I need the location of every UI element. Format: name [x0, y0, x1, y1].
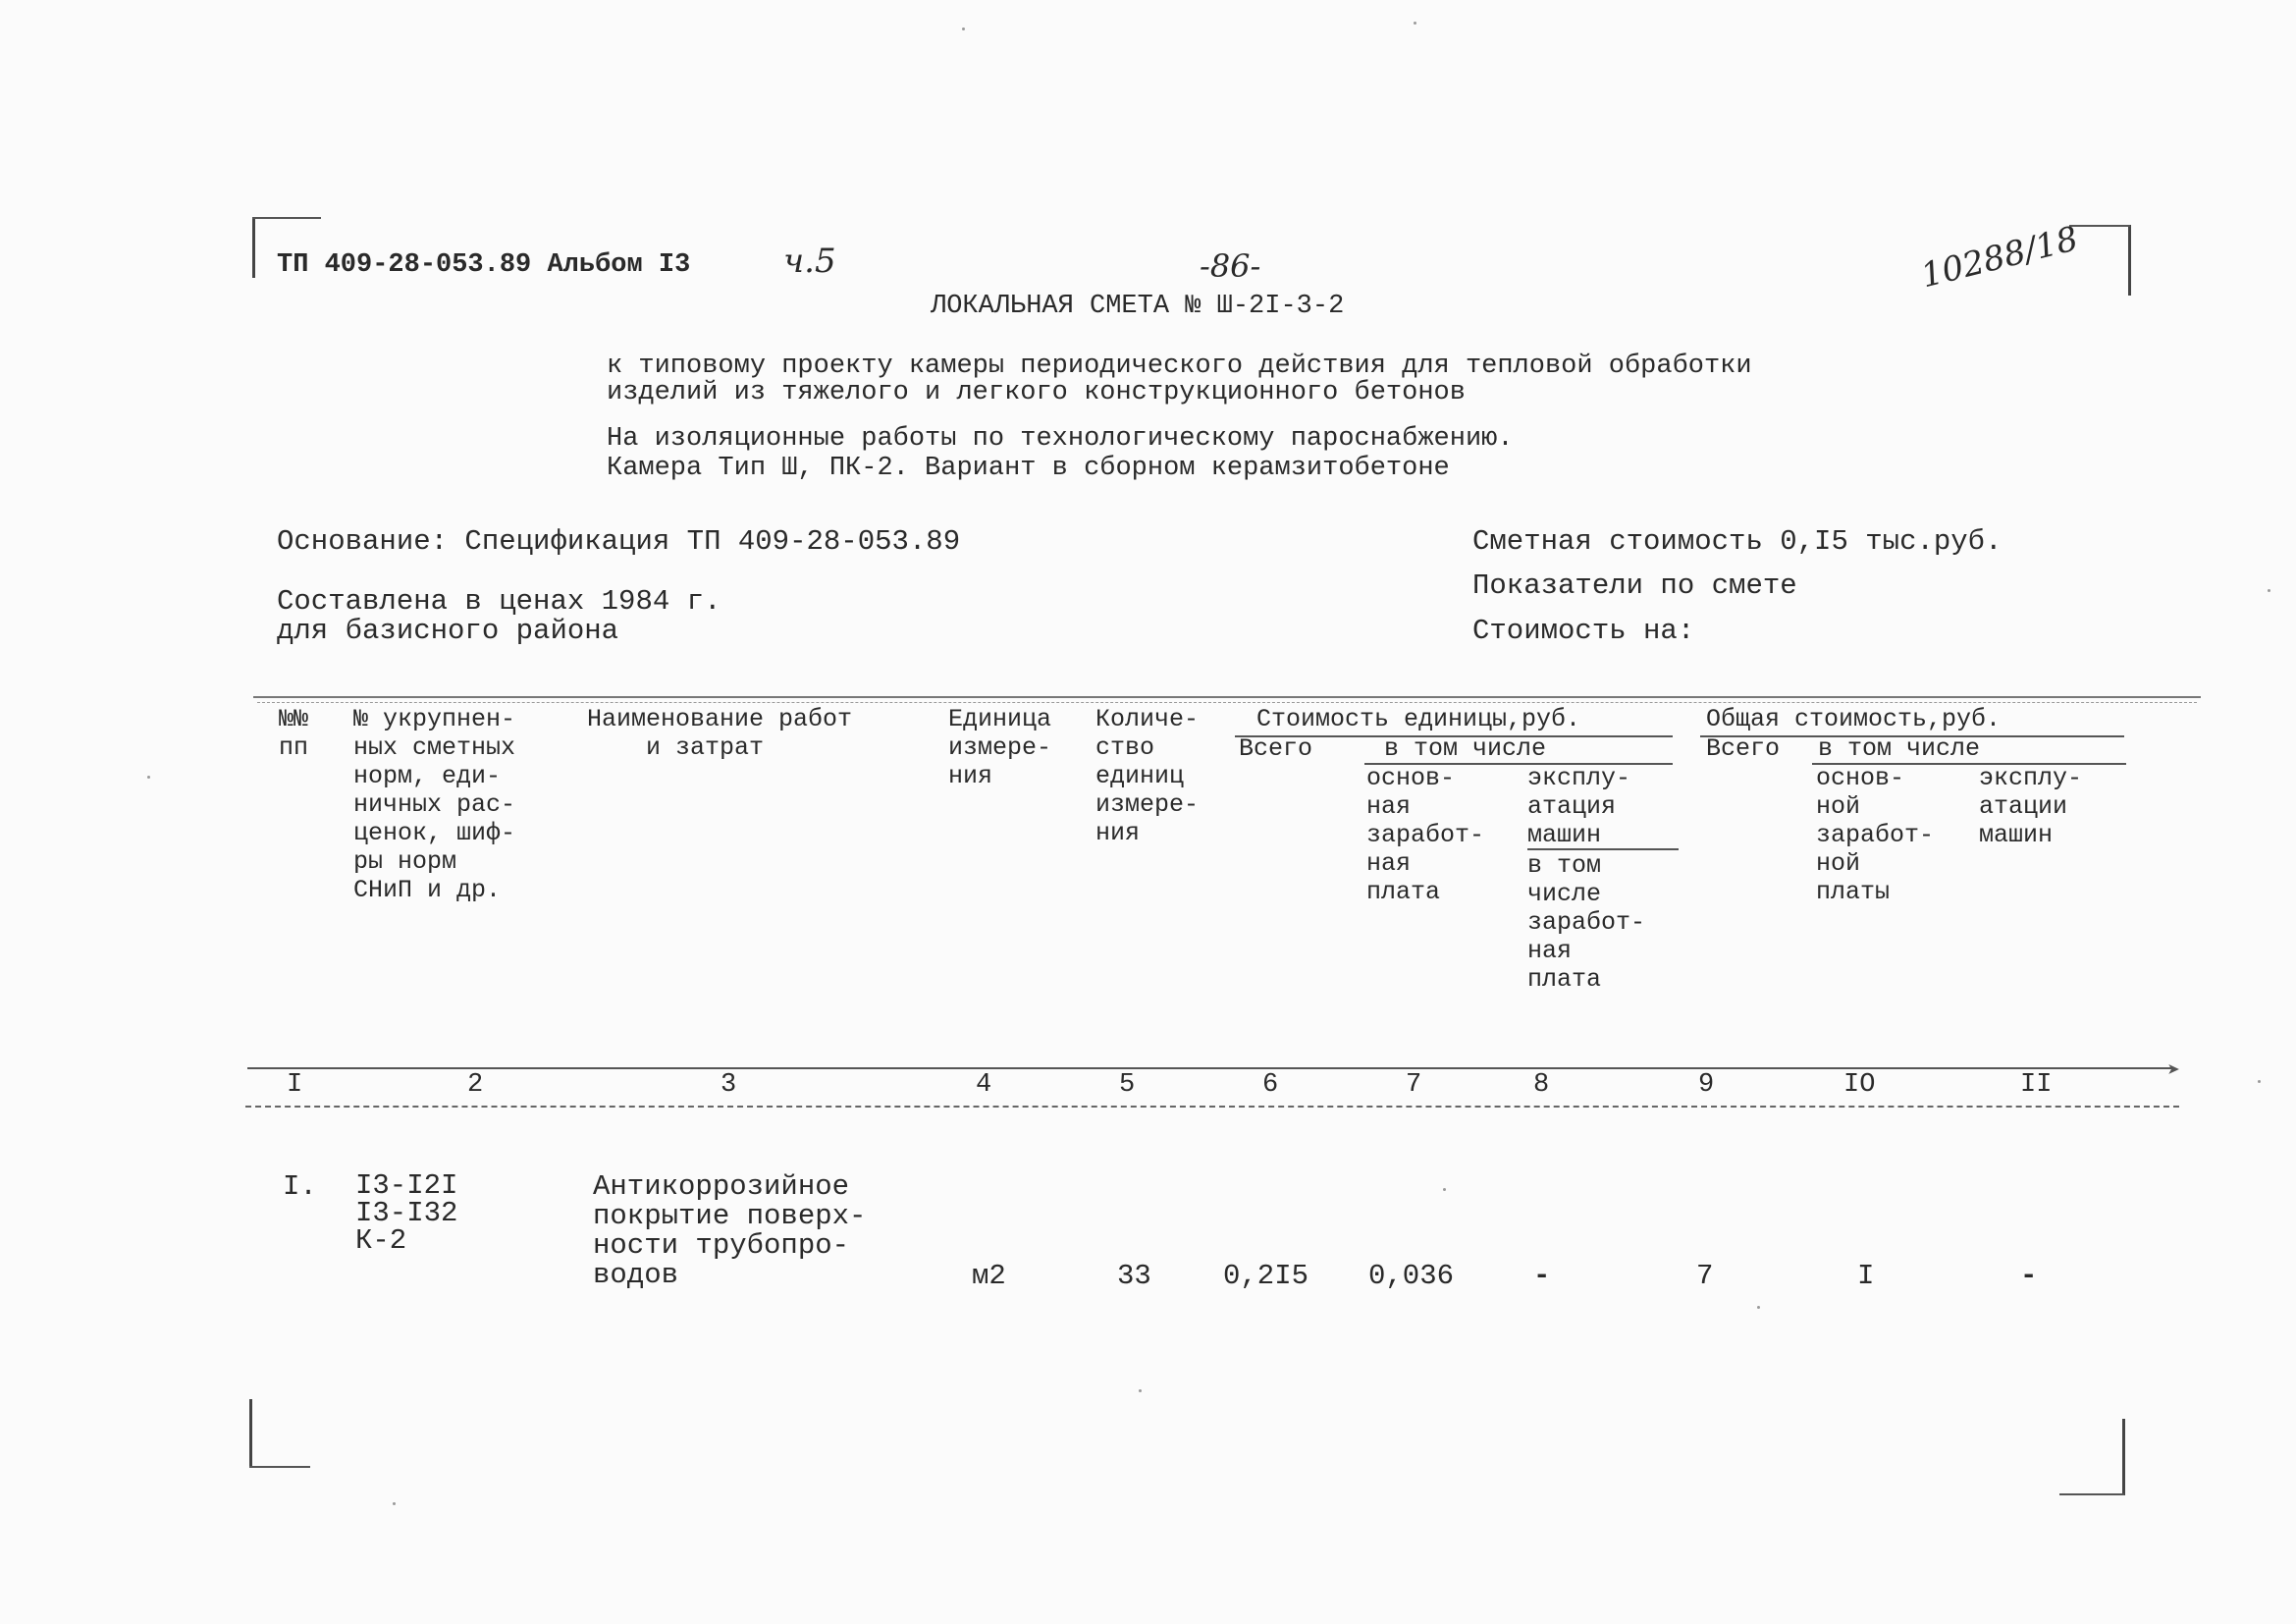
header-total-incl: в том числе [1818, 734, 1981, 763]
header-col-6: Всего [1239, 734, 1313, 763]
column-numbers-bottom-rule [245, 1106, 2179, 1108]
row-unit-machines: - [1533, 1260, 1551, 1292]
document-title: ЛОКАЛЬНАЯ СМЕТА № Ш-2I-3-2 [931, 292, 1345, 321]
scan-speck [1757, 1306, 1760, 1309]
table-top-rule [253, 696, 2201, 698]
page-number: -86- [1200, 247, 1261, 285]
column-number-2: 2 [467, 1070, 484, 1100]
header-col-5: Количе- ство единиц измере- ния [1095, 705, 1200, 847]
subtitle-line-2: изделий из тяжелого и легкого конструкционного бетонов [607, 378, 1466, 407]
row-total: 7 [1696, 1260, 1714, 1292]
arrow-head: ➤ [2167, 1059, 2181, 1084]
corner-mark-bottom-right-h [2059, 1493, 2124, 1495]
subtitle-line-4: Камера Тип Ш, ПК-2. Вариант в сборном керамзитобетоне [607, 454, 1450, 483]
column-number-1: I [287, 1070, 303, 1100]
part-handwritten: ч.5 [783, 242, 836, 281]
header-col-1: №№ пп [279, 705, 309, 762]
column-number-4: 4 [976, 1070, 992, 1100]
scan-speck [1443, 1188, 1446, 1191]
column-number-6: 6 [1262, 1070, 1279, 1100]
header-unit-cost-group: Стоимость единицы,руб. [1256, 705, 1581, 733]
scan-speck [147, 776, 150, 779]
corner-mark-bottom-left-h [249, 1466, 310, 1468]
column-number-11: II [2020, 1070, 2053, 1100]
header-col-8-machines: эксплу- атация машин [1527, 764, 1631, 849]
header-col-8-wage: в том числе заработ- ная плата [1527, 851, 1646, 994]
header-col-11: эксплу- атации машин [1979, 764, 2083, 849]
header-col-3: Наименование работ и затрат [587, 705, 853, 762]
basis-line: Основание: Спецификация ТП 409-28-053.89 [277, 525, 961, 558]
row-unit-wage: 0,036 [1368, 1260, 1455, 1292]
cost-on-line: Стоимость на: [1472, 615, 1695, 647]
row-unit-total: 0,2I5 [1223, 1260, 1309, 1292]
prices-line-1: Составлена в ценах 1984 г. [277, 585, 721, 618]
doc-code: ТП 409-28-053.89 Альбом I3 [277, 250, 691, 280]
scan-speck [1139, 1389, 1142, 1392]
row-work-name: Антикоррозийное покрытие поверх- ности трубопро- водов [593, 1170, 867, 1291]
header-col-2: № укрупнен- ных сметных норм, еди- ничных рас- ценок, шиф- ры норм СНиП и др. [353, 705, 516, 904]
row-unit: м2 [972, 1260, 1006, 1292]
column-number-9: 9 [1698, 1070, 1715, 1100]
column-number-10: IO [1843, 1070, 1876, 1100]
column-number-5: 5 [1119, 1070, 1136, 1100]
row-codes: I3-I2I I3-I32 К-2 [355, 1169, 458, 1257]
header-col-7: основ- ная заработ- ная плата [1366, 764, 1485, 906]
estimated-cost: Сметная стоимость 0,I5 тыс.руб. [1472, 525, 2002, 558]
row-quantity: 33 [1117, 1260, 1151, 1292]
table-top-rule-2 [257, 702, 2197, 703]
header-col-10: основ- ной заработ- ной платы [1816, 764, 1935, 906]
archive-number: 10288/18 [1917, 219, 2082, 297]
header-unit-incl: в том числе [1384, 734, 1547, 763]
scan-speck [393, 1502, 396, 1505]
scan-speck [1414, 22, 1416, 25]
corner-mark-top-right-h [2069, 225, 2130, 227]
subtitle-line-1: к типовому проекту камеры периодического действия для тепловой обработки [607, 352, 1752, 381]
prices-line-2: для базисного района [277, 615, 619, 647]
row-number: I. [283, 1170, 317, 1203]
header-col-9: Всего [1706, 734, 1781, 763]
column-numbers-top-rule [247, 1067, 2171, 1069]
scan-speck [2258, 1080, 2261, 1083]
header-total-cost-group: Общая стоимость,руб. [1706, 705, 2002, 733]
row-total-wage: I [1857, 1260, 1875, 1292]
column-number-3: 3 [721, 1070, 737, 1100]
row-total-machines: - [2020, 1260, 2038, 1292]
scan-speck [962, 27, 965, 30]
corner-mark-top-left [252, 217, 255, 278]
column-number-7: 7 [1406, 1070, 1422, 1100]
column-number-8: 8 [1533, 1070, 1550, 1100]
subtitle-line-3: На изоляционные работы по технологическому пароснабжению. [607, 424, 1514, 454]
scan-speck [2268, 589, 2270, 592]
corner-mark-bottom-left [249, 1399, 252, 1468]
corner-mark-top-right [2128, 225, 2131, 296]
corner-mark-top-left-h [252, 217, 321, 219]
header-col-4: Единица измере- ния [948, 705, 1052, 790]
indicators-line: Показатели по смете [1472, 569, 1797, 602]
corner-mark-bottom-right [2122, 1419, 2125, 1495]
